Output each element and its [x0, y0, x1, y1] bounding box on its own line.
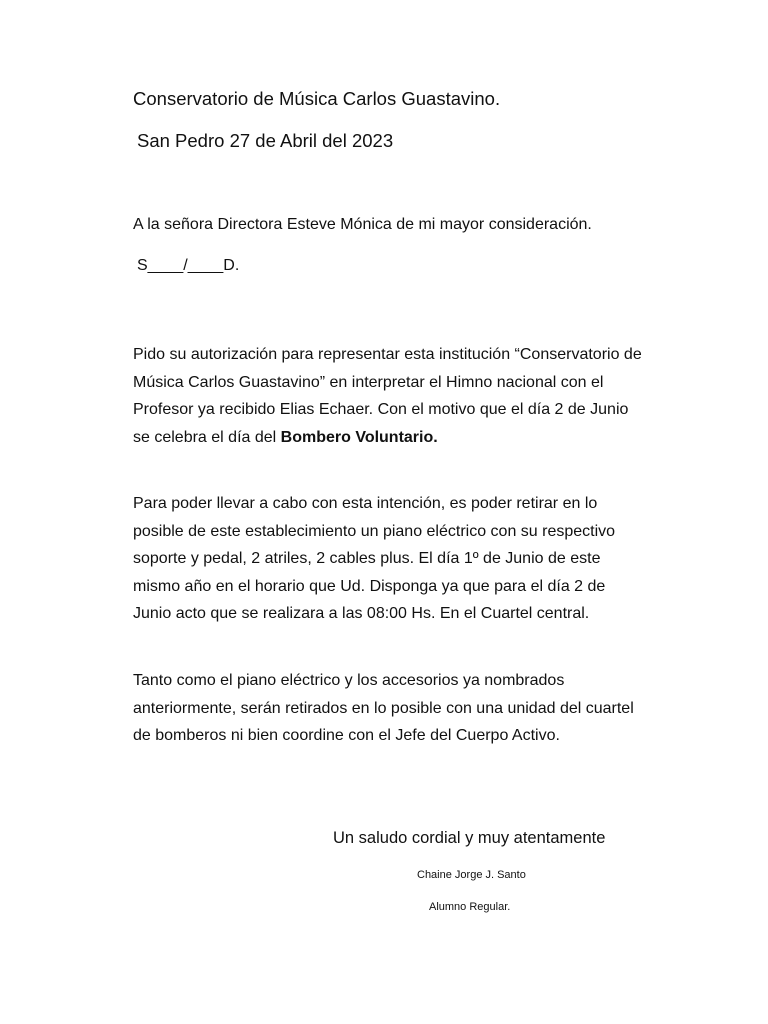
paragraph-request: [133, 341, 645, 451]
paragraph-pickup: Tanto como el piano eléctrico y los accesorios ya nombrados anteriormente, serán retirados en lo posible con una unidad del cuartel de bomberos ni bien coordine con el Jefe del Cuerpo Activo.: [133, 672, 634, 744]
signature-role: Alumno Regular.: [429, 901, 511, 913]
salutation-abbreviation: S____/____D.: [137, 257, 240, 274]
paragraph-request-bold: Bombero Voluntario.: [280, 428, 438, 446]
institution-heading: Conservatorio de Música Carlos Guastavino.: [133, 88, 501, 109]
date-line: San Pedro 27 de Abril del 2023: [137, 130, 394, 151]
closing-line: Un saludo cordial y muy atentamente: [333, 829, 606, 847]
addressee-line: A la señora Directora Esteve Mónica de mi mayor consideración.: [133, 216, 592, 233]
signature-name: Chaine Jorge J. Santo: [417, 869, 526, 881]
paragraph-logistics: Para poder llevar a cabo con esta intención, es poder retirar en lo posible de este establecimiento un piano eléctrico con su respectivo soporte y pedal, 2 atriles, 2 cables plus. El día 1º de Junio de este mismo año en el horario que Ud. Disponga ya que para el día 2 de Junio acto que se realizara a las 08:00 Hs. En el Cuartel central.: [133, 495, 616, 622]
paragraph-request-text: Pido su autorización para representar esta institución “Conservatorio de Música Carlos Guastavino” en interpretar el Himno nacional con el Profesor ya recibido Elias Echaer. Con el motivo que el día 2 de Junio se celebra el día del: [133, 346, 642, 446]
